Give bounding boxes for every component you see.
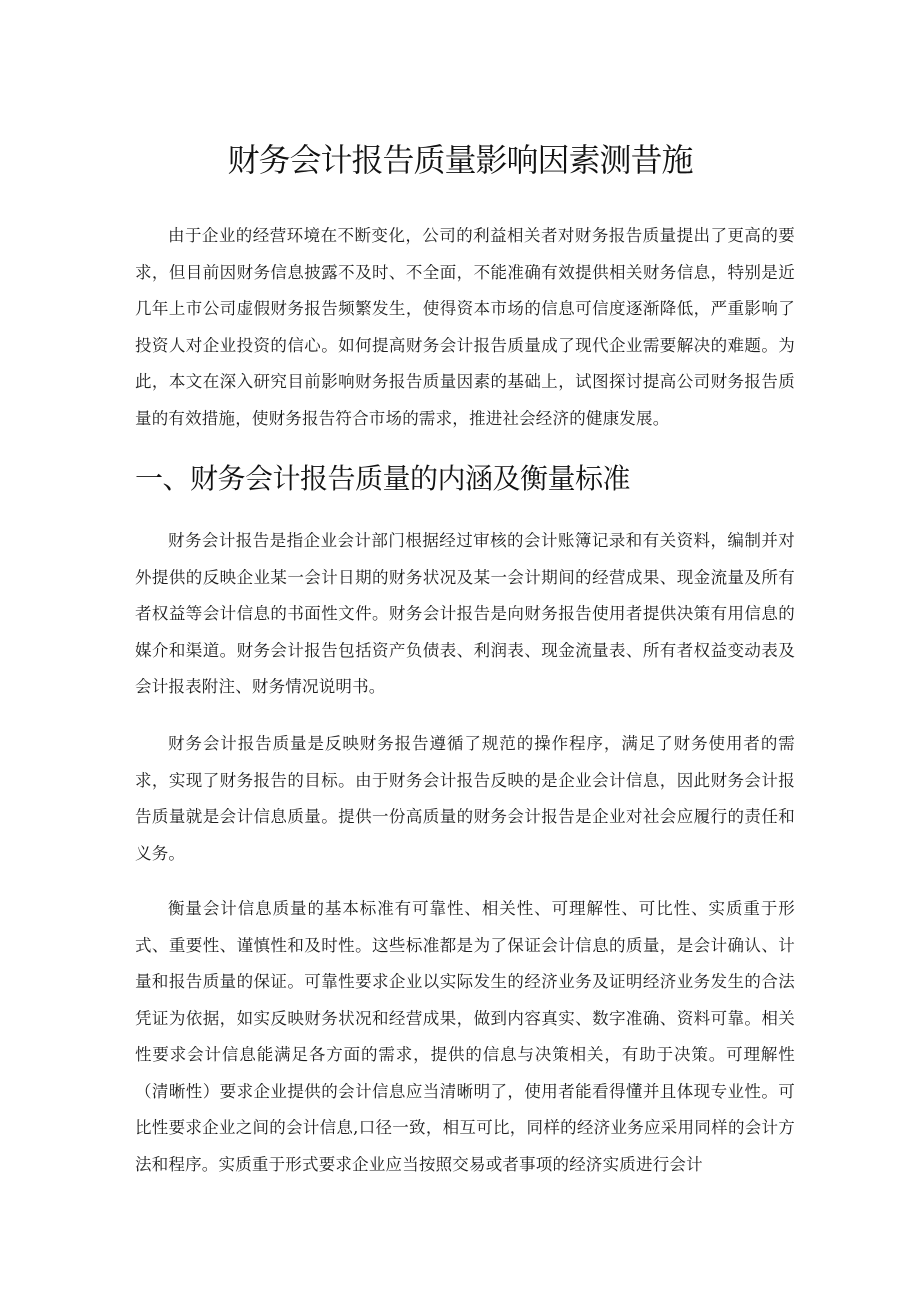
definition-paragraph: 财务会计报告是指企业会计部门根据经过审核的会计账簿记录和有关资料，编制并对外提供的反映企业某一会计日期的财务状况及某一会计期间的经营成果、现金流量及所有者权益等会计信息的书面性文件。财务会计报告是向财务报告使用者提供决策有用信息的媒介和渠道。财务会计报告包括资产负债表、利润表、现金流量表、所有者权益变动表及会计报表附注、财务情况说明书。: [135, 531, 795, 696]
intro-paragraph: 由于企业的经营环境在不断变化，公司的利益相关者对财务报告质量提出了更高的要求，但目前因财务信息披露不及时、不全面，不能准确有效提供相关财务信息，特别是近几年上市公司虚假财务报告频繁发生，使得资本市场的信息可信度逐渐降低，严重影响了投资人对企业投资的信心。如何提高财务会计报告质量成了现代企业需要解决的难题。为此，本文在深入研究目前影响财务报告质量因素的基础上，试图探讨提高公司财务报告质量的有效措施，使财务报告符合市场的需求，推进社会经济的健康发展。: [135, 226, 795, 428]
section-heading: 一、财务会计报告质量的内涵及衡量标准: [135, 462, 631, 495]
document-title: 财务会计报告质量影响因素测昔施: [227, 141, 693, 179]
quality-paragraph: 财务会计报告质量是反映财务报告遵循了规范的操作程序，满足了财务使用者的需求，实现了财务报告的目标。由于财务会计报告反映的是企业会计信息，因此财务会计报告质量就是会计信息质量。提供一份高质量的财务会计报告是企业对社会应履行的责任和义务。: [135, 734, 795, 863]
standards-paragraph: 衡量会计信息质量的基本标准有可靠性、相关性、可理解性、可比性、实质重于形式、重要性、谨慎性和及时性。这些标准都是为了保证会计信息的质量，是会计确认、计量和报告质量的保证。可靠性要求企业以实际发生的经济业务及证明经济业务发生的合法凭证为依据，如实反映财务状况和经营成果，做到内容真实、数字准确、资料可靠。相关性要求会计信息能满足各方面的需求，提供的信息与决策相关，有助于决策。可理解性（清晰性）要求企业提供的会计信息应当清晰明了，使用者能看得懂并且体现专业性。可比性要求企业之间的会计信息,口径一致，相互可比，同样的经济业务应采用同样的会计方法和程序。实质重于形式要求企业应当按照交易或者事项的经济实质进行会计: [135, 899, 795, 1174]
